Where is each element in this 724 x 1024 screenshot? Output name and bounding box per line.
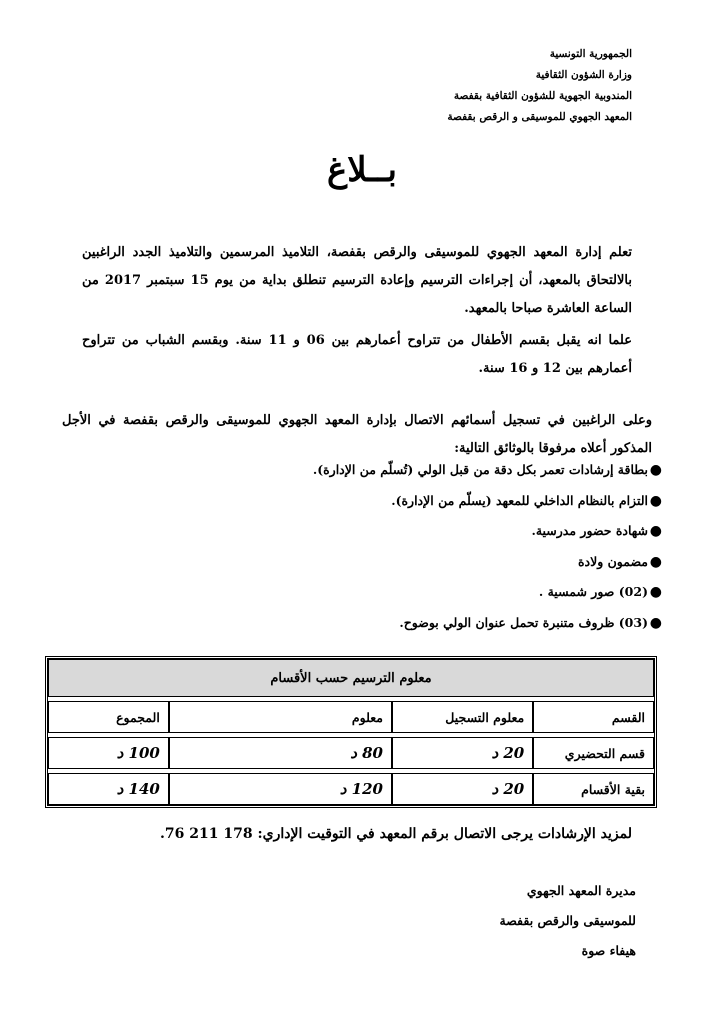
bullet-icon: ● bbox=[649, 553, 662, 570]
bullet-icon: ● bbox=[649, 614, 662, 631]
signature-title: مديرة المعهد الجهوي bbox=[526, 883, 636, 898]
header-registration: معلوم التسجيل bbox=[392, 701, 533, 733]
list-item bbox=[102, 547, 662, 578]
cell-section: بقية الأقسام bbox=[533, 773, 654, 805]
list-item bbox=[102, 577, 662, 608]
bullet-icon: ● bbox=[649, 584, 662, 600]
cell-registration: 20 د bbox=[392, 773, 533, 805]
letterhead bbox=[392, 44, 632, 128]
paragraph-age-ranges: علما انه يقبل بقسم الأطفال من تتراوح أعمارهم بين 06 و 11 سنة. وبقسم الشباب من تتراوح أعمارهم بين 12 و 16 سنة. bbox=[82, 333, 632, 376]
document-item-text: (03) ظروف متنبرة تحمل عنوان الولي بوضوح. bbox=[399, 614, 648, 630]
header-fee: معلوم bbox=[169, 701, 392, 733]
cell-fee: 120 د bbox=[169, 773, 392, 805]
letterhead-ministry: وزارة الشؤون الثقافية bbox=[535, 69, 632, 81]
document-item-text: (02) صور شمسية . bbox=[538, 584, 648, 599]
list-item bbox=[102, 455, 662, 486]
announcement-title: بــلاغ bbox=[327, 150, 397, 190]
contact-info: لمزيد الإرشادات يرجى الاتصال برقم المعهد في التوقيت الإداري: 178 211 76. bbox=[160, 826, 632, 842]
fees-table-caption: معلوم الترسيم حسب الأقسام bbox=[48, 659, 654, 697]
letterhead-republic: الجمهورية التونسية bbox=[549, 48, 632, 60]
signature-name: هيفاء صوة bbox=[581, 943, 636, 958]
document-item-text: شهادة حضور مدرسية. bbox=[531, 523, 648, 538]
list-item bbox=[102, 486, 662, 517]
table-row bbox=[48, 737, 654, 769]
signature-block bbox=[396, 876, 636, 966]
header-section: القسم bbox=[533, 701, 654, 733]
header-total: المجموع bbox=[48, 701, 169, 733]
letterhead-delegation: المندوبية الجهوية للشؤون الثقافية بقفصة bbox=[453, 90, 632, 102]
cell-total: 140 د bbox=[48, 773, 169, 805]
paragraph-instructions: وعلى الراغبين في تسجيل أسمائهم الاتصال بإدارة المعهد الجهوي للموسيقى والرقص بقفصة في الأجل المذكور أعلاه مرفوقا بالوثائق التالية: bbox=[62, 413, 652, 456]
list-item bbox=[102, 608, 662, 639]
document-item-text: بطاقة إرشادات تعمر بكل دقة من قبل الولي (تُسلّم من الإدارة). bbox=[312, 462, 648, 477]
table-row bbox=[48, 773, 654, 805]
bullet-icon: ● bbox=[649, 523, 662, 539]
table-header-row bbox=[48, 701, 654, 733]
signature-institute: للموسيقى والرقص بقفصة bbox=[499, 913, 636, 928]
bullet-icon: ● bbox=[649, 462, 662, 478]
fees-table bbox=[45, 656, 657, 808]
document-item-text: مضمون ولادة bbox=[577, 553, 648, 569]
cell-fee: 80 د bbox=[169, 737, 392, 769]
paragraph-registration: تعلم إدارة المعهد الجهوي للموسيقى والرقص بقفصة، التلاميذ المرسمين والتلاميذ الجدد الراغبين بالالتحاق بالمعهد، أن إجراءات الترسيم وإعادة الترسيم تنطلق بداية من يوم 15 سبتمبر 2017 من الساعة العاشرة صباحا بالمعهد. bbox=[82, 245, 632, 316]
bullet-icon: ● bbox=[649, 492, 662, 509]
letterhead-institute: المعهد الجهوي للموسيقى و الرقص بقفصة bbox=[447, 111, 632, 123]
required-documents-list bbox=[102, 455, 662, 638]
list-item bbox=[102, 516, 662, 547]
cell-registration: 20 د bbox=[392, 737, 533, 769]
cell-total: 100 د bbox=[48, 737, 169, 769]
cell-section: قسم التحضيري bbox=[533, 737, 654, 769]
document-item-text: التزام بالنظام الداخلي للمعهد (يسلّم من الإدارة). bbox=[391, 492, 648, 508]
